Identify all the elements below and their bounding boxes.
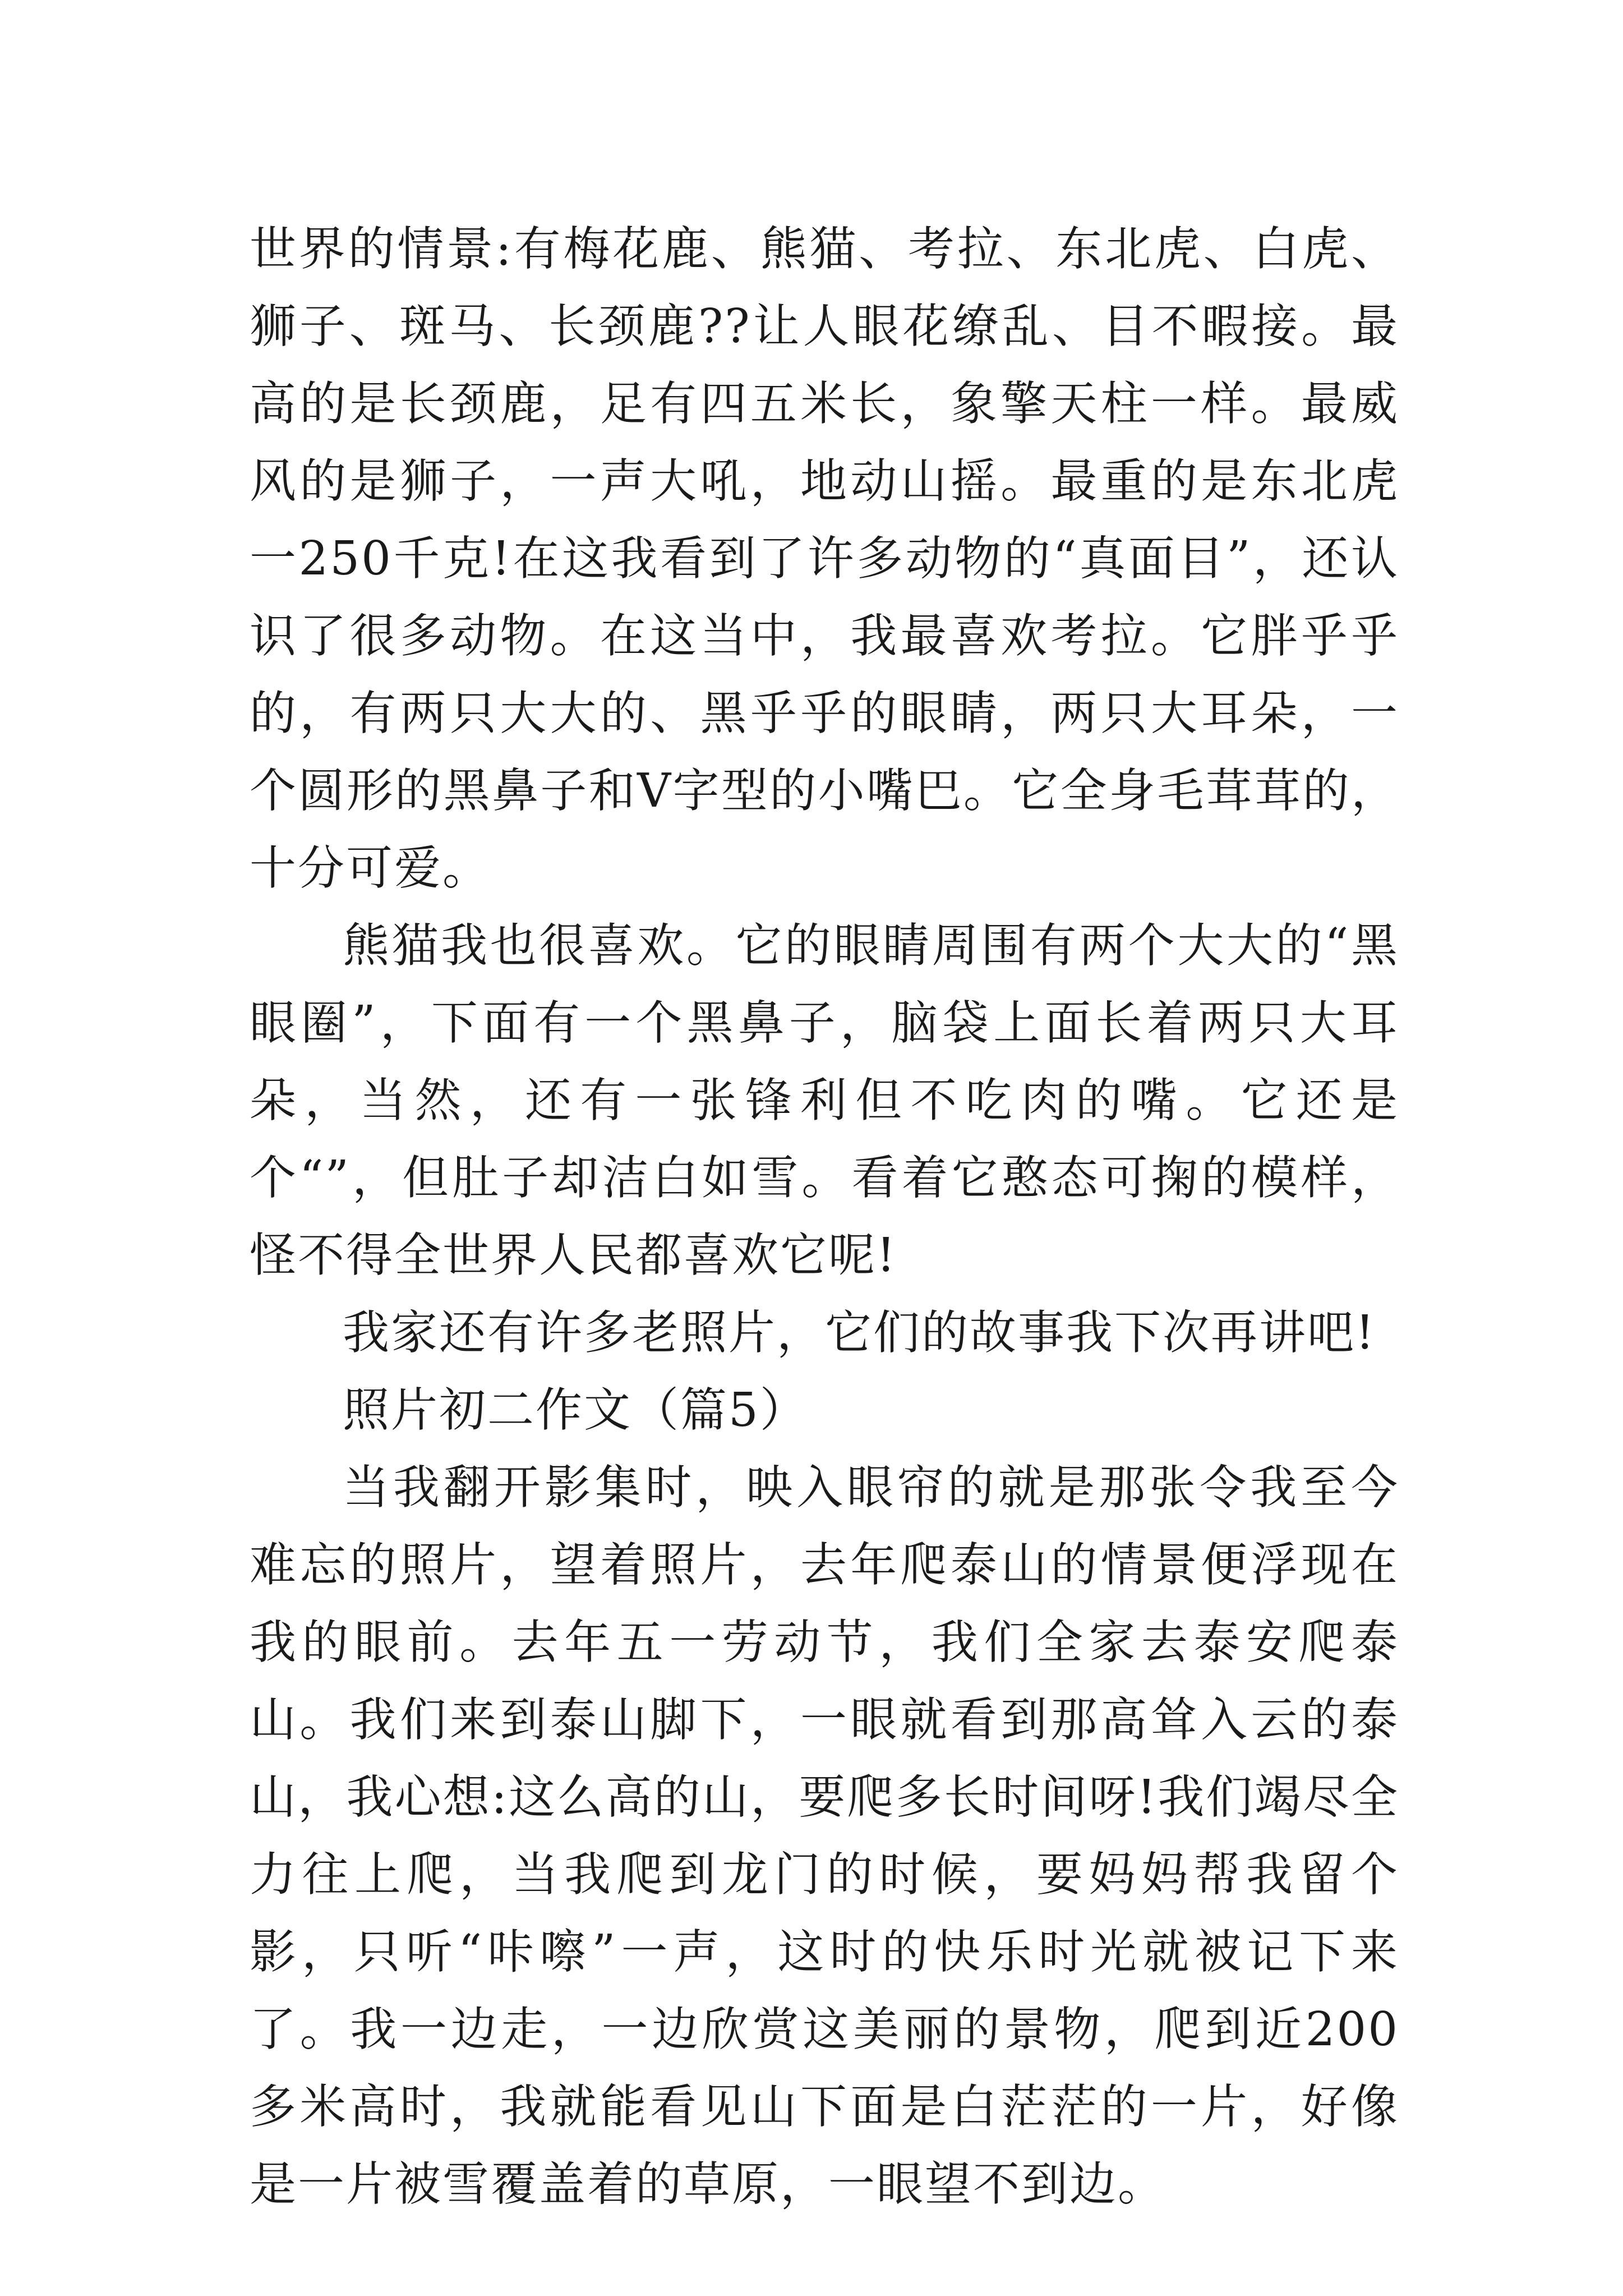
paragraph-panda: 熊猫我也很喜欢。它的眼睛周围有两个大大的“黑眼圈”，下面有一个黑鼻子，脑袋上面长着两只大耳朵，当然，还有一张锋利但不吃肉的嘴。它还是个“”，但肚子却洁白如雪。看着它憨态可掬的模样，怪不得全世界人民都喜欢它呢! xyxy=(250,918,1399,1282)
paragraph-taishan: 当我翻开影集时，映入眼帘的就是那张令我至今难忘的照片，望着照片，去年爬泰山的情景便浮现在我的眼前。去年五一劳动节，我们全家去泰安爬泰山。我们来到泰山脚下，一眼就看到那高耸入云的泰山，我心想:这么高的山，要爬多长时间呀!我们竭尽全力往上爬，当我爬到龙门的时候，要妈妈帮我留个影，只听“咔嚓”一声，这时的快乐时光就被记下来了。我一边走，一边欣赏这美丽的景物，爬到近200多米高时，我就能看见山下面是白茫茫的一片，好像是一片被雪覆盖着的草原，一眼望不到边。 xyxy=(250,1460,1399,2211)
paragraph-zoo-animals: 世界的情景:有梅花鹿、熊猫、考拉、东北虎、白虎、狮子、斑马、长颈鹿??让人眼花缭乱、目不暇接。最高的是长颈鹿，足有四五米长，象擎天柱一样。最威风的是狮子，一声大吼，地动山摇。最重的是东北虎一250千克!在这我看到了许多动物的“真面目”，还认识了很多动物。在这当中，我最喜欢考拉。它胖乎乎的，有两只大大的、黑乎乎的眼睛，两只大耳朵，一个圆形的黑鼻子和V字型的小嘴巴。它全身毛茸茸的，十分可爱。 xyxy=(250,222,1399,895)
paragraph-old-photos: 我家还有许多老照片，它们的故事我下次再讲吧! xyxy=(343,1305,1376,1360)
section-heading: 照片初二作文（篇5） xyxy=(343,1383,808,1437)
document-body xyxy=(250,210,1399,2223)
